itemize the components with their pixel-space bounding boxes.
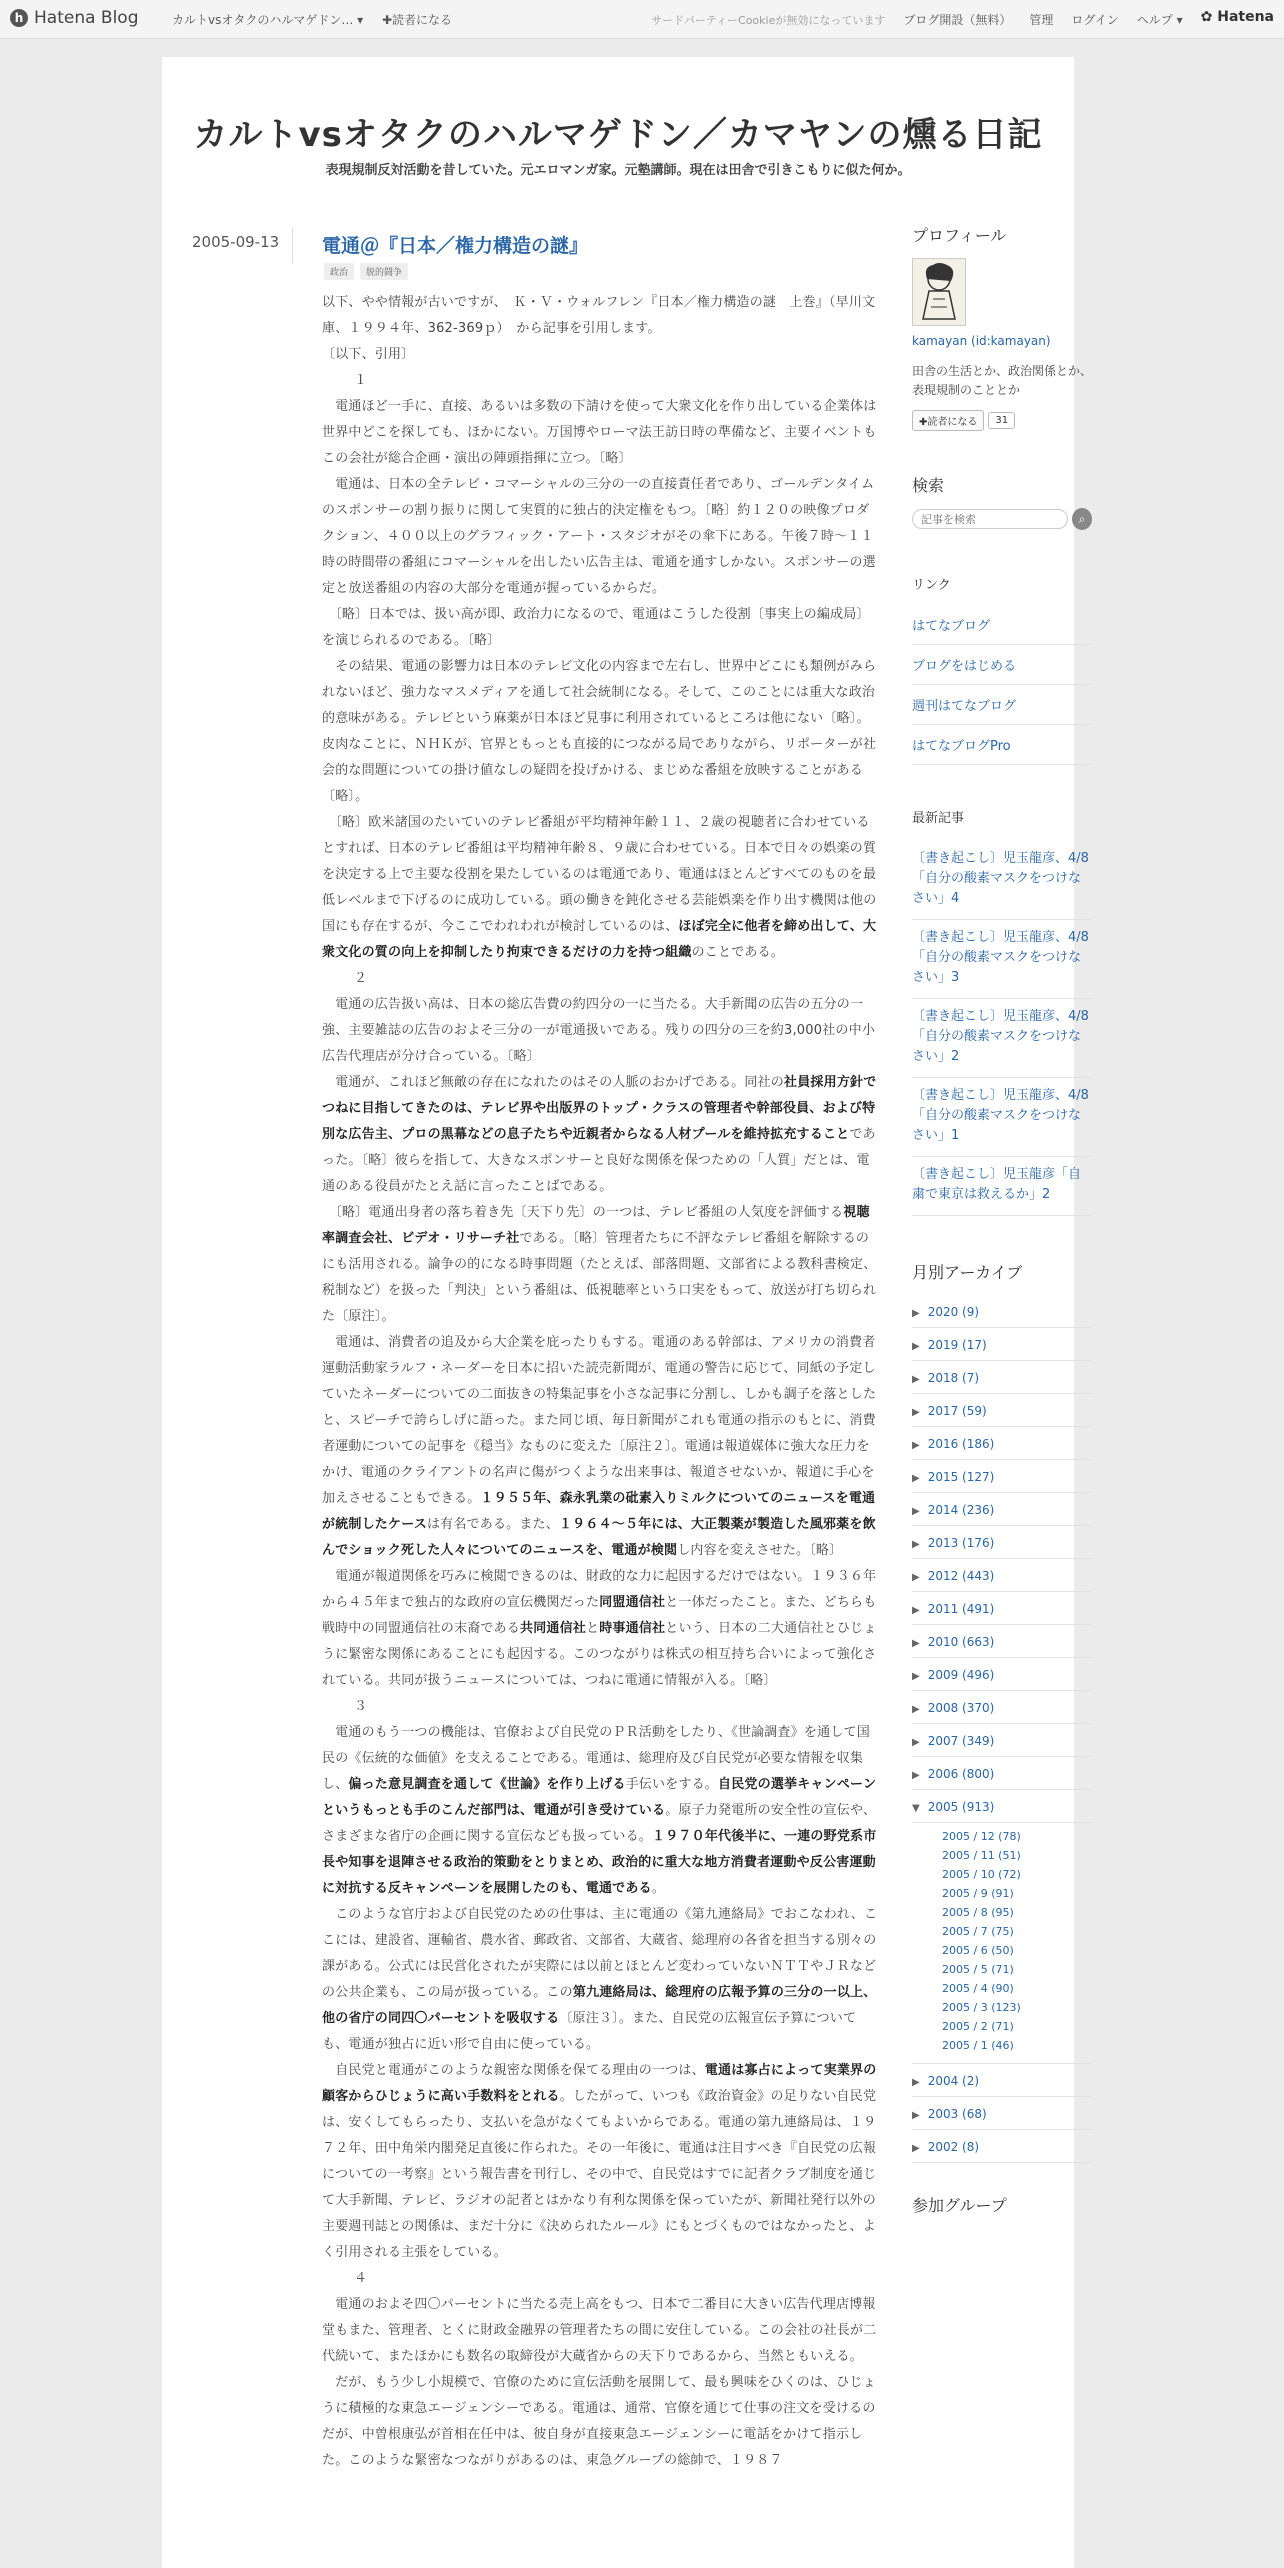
entry-paragraph (322, 1902, 882, 2058)
emphasis-text: 自民党の選挙キャンペーンというもっとも手のこんだ部門は、電通が引き受けている (322, 1777, 877, 1818)
archive-year-label: 2004 (2) (927, 2074, 980, 2088)
paragraph-text: だが、もう少し小規模で、官僚のために宣伝活動を展開して、最も興味をひくのは、ひじょうに積極的な東急エージェンシーである。電通は、通常、官僚を通じて仕事の注文を受けるのだが、中曽根康弘が首相在任中は、彼自身が直接東急エージェンシーに電話をかけて指示した。このような緊密なつながりがあるのは、東急グループの総帥で、１９８７ (322, 2375, 876, 2468)
archive-year-label: 2016 (186) (927, 1437, 995, 1451)
entry-paragraph (322, 1720, 882, 1902)
category-tag[interactable]: 脱的闘争 (360, 263, 408, 280)
emphasis-text: 視聴率調査会社、ビデオ・リサーチ社 (322, 1205, 870, 1246)
toggle-triangle-icon[interactable]: ▶ (912, 1440, 920, 1451)
blog-description: 表現規制反対活動を昔していた。元エロマンガ家。元塾講師。現在は田舎で引きこもりに似た何か。 (325, 163, 911, 178)
archive-year-label: 2008 (370) (927, 1701, 995, 1715)
emphasis-text: １９６４〜５年には、大正製薬が製造した風邪薬を飲んでショック死した人々についてのニュースを、電通が検閲 (322, 1517, 876, 1558)
paragraph-text: 自民党と電通がこのような親密な関係を保てる理由の一つは、 (322, 2063, 705, 2078)
entry-paragraph (322, 290, 882, 342)
archive-month-link[interactable]: 2005 / 10 (72) (942, 1868, 1021, 1881)
entry-paragraph (322, 992, 882, 1070)
entry-body (322, 290, 882, 2474)
recent-heading: 最新記事 (912, 811, 965, 826)
archive-year-link[interactable] (912, 2130, 1092, 2163)
emphasis-text: １９５５年、森永乳業の砒素入りミルクについてのニュースを電通が統制したケース (322, 1491, 876, 1532)
blog-name-menu[interactable]: カルトvsオタクのハルマゲドン… ▾ (172, 13, 364, 27)
blog-page (162, 57, 1093, 2568)
entry-paragraph (322, 342, 882, 368)
paragraph-text: 手伝いをする。 (625, 1777, 719, 1792)
paragraph-text: と (586, 1621, 600, 1636)
archive-year-label: 2007 (349) (927, 1734, 995, 1748)
archive-year-label: 2012 (443) (927, 1569, 995, 1583)
archive-month-link[interactable]: 2005 / 9 (91) (942, 1887, 1014, 1900)
emphasis-text: 社員採用方針でつねに目指してきたのは、テレビ界や出版界のトップ・クラスの管理者や幹部役員、および特別な広告主、プロの黒幕などの息子たちや近親者からなる人材プールを維持拡充すること (322, 1075, 877, 1142)
archive-year-label: 2020 (9) (927, 1305, 980, 1319)
archive-year-label: 2003 (68) (927, 2107, 987, 2121)
recent-entry-link[interactable]: 〔書き起こし〕児玉龍彦、4/8「自分の酸素マスクをつけなさい」1 (912, 1078, 1092, 1157)
emphasis-text: 共同通信社 (520, 1621, 587, 1636)
archive-module (912, 1260, 1092, 2163)
paragraph-text: 電通のおよそ四〇パーセントに当たる売上高をもつ、日本で二番目に大きい広告代理店博報堂もまた、管理者、とくに財政金融界の管理者たちの間に安住している。この会社の社長が二代続いて、またほかにも数名の取締役が大蔵省からの天下りであるから、当然ともいえる。 (322, 2297, 877, 2364)
toggle-triangle-icon[interactable]: ▶ (912, 1671, 920, 1682)
toggle-triangle-icon[interactable]: ▶ (912, 1539, 920, 1550)
archive-year-link[interactable] (912, 1757, 1092, 1790)
paragraph-text: ４ (354, 2271, 368, 2286)
paragraph-text: 電通が、これほど無敵の存在になれたのはその人脈のおかげである。同社の (322, 1075, 785, 1090)
toggle-triangle-icon[interactable]: ▶ (912, 2143, 920, 2154)
archive-year-link[interactable] (912, 1625, 1092, 1658)
entry-paragraph (322, 654, 882, 810)
paragraph-text: このような官庁および自民党のための仕事は、主に電通の《第九連絡局》でおこなわれ、ここには、建設省、運輸省、農水省、郵政省、文部省、大蔵省、総理府の各省を担当する別々の課がある。公式には民営化されたが実際には以前とほとんど変わっていないＮＴＴやＪＲなどの公共企業も、この局が扱っている。この (322, 1907, 878, 2000)
entry-paragraph (322, 1564, 882, 1694)
archive-year-link[interactable] (912, 1559, 1092, 1592)
paragraph-text: 電通のもう一つの機能は、官僚および自民党のＰＲ活動をしたり、《世論調査》を通して国民の《伝統的な価値》を支えることである。電通は、総理府及び自民党が必要な情報を収集し、 (322, 1725, 870, 1792)
entry-paragraph (322, 810, 882, 966)
paragraph-text: のことである。 (691, 945, 785, 960)
section-number (322, 966, 882, 992)
login-link[interactable]: ログイン (1071, 13, 1119, 27)
archive-month-link[interactable]: 2005 / 8 (95) (942, 1906, 1014, 1919)
archive-heading: 月別アーカイブ (912, 1263, 1023, 1282)
search-heading: 検索 (912, 476, 945, 495)
entry-paragraph (322, 2292, 882, 2370)
archive-month-link[interactable]: 2005 / 6 (50) (942, 1944, 1014, 1957)
toggle-triangle-icon[interactable]: ▶ (912, 1374, 920, 1385)
paragraph-text: 〔略〕電通出身者の落ち着き先〔天下り先〕の一つは、テレビ番組の人気度を評価する (322, 1205, 844, 1220)
archive-year-label: 2017 (59) (927, 1404, 987, 1418)
toggle-triangle-icon[interactable]: ▶ (912, 1473, 920, 1484)
archive-month-link[interactable]: 2005 / 4 (90) (942, 1982, 1014, 1995)
archive-year-link[interactable] (912, 1592, 1092, 1625)
emphasis-text: 偏った意見調査を通して《世論》を作り上げる (348, 1777, 626, 1792)
archive-year-label: 2011 (491) (927, 1602, 995, 1616)
archive-year-label: 2009 (496) (927, 1668, 995, 1682)
link-item[interactable]: 週刊はてなブログ (912, 685, 1092, 725)
entry-paragraph (322, 1200, 882, 1330)
section-number (322, 2266, 882, 2292)
profile-heading: プロフィール (912, 226, 1007, 245)
subscribe-button[interactable]: ✚読者になる (382, 13, 453, 27)
entry-paragraph (322, 394, 882, 472)
toggle-triangle-icon[interactable]: ▶ (912, 1506, 920, 1517)
archive-year-link[interactable] (912, 1328, 1092, 1361)
paragraph-text: その結果、電通の影響力は日本のテレビ文化の内容まで左右し、世界中どこにも類例がみられないほど、強力なマスメディアを通して社会統制になる。そして、このことには重大な政治的意味がある。テレビという麻薬が日本ほど見事に利用されているところは他にない〔略〕。皮肉なことに、ＮＨＫが、官界ともっとも直接的につながる局でありながら、リポーターが社会的な問題についての掛け値なしの疑問を投げかける、まじめな番組を放映することがある〔略〕。 (322, 659, 877, 804)
recent-entry-link[interactable]: 〔書き起こし〕児玉龍彦、4/8「自分の酸素マスクをつけなさい」3 (912, 920, 1092, 999)
paragraph-text: 電通が報道関係を巧みに検閲できるのは、財政的な力に起因するだけではない。１９３６年から４５年まで独占的な政府の宣伝機関だった (322, 1569, 877, 1610)
archive-year-link[interactable] (912, 1394, 1092, 1427)
paragraph-text: 電通の広告扱い高は、日本の総広告費の約四分の一に当たる。大手新聞の広告の五分の一強、主要雑誌の広告のおよそ三分の一が電通扱いである。残りの四分の三を約3,000社の中小広告代理店が分け合っている。〔略〕 (322, 997, 876, 1064)
archive-month-link[interactable]: 2005 / 5 (71) (942, 1963, 1014, 1976)
manage-link[interactable]: 管理 (1029, 13, 1054, 27)
recent-entry-link[interactable]: 〔書き起こし〕児玉龍彦、4/8「自分の酸素マスクをつけなさい」4 (912, 841, 1092, 920)
group-heading: 参加グループ (912, 2196, 1007, 2215)
paragraph-text: という、日本の二大通信社とひじょうに緊密な関係にあることにも起因する。このつながりは株式の相互持ち合いによって強化されている。共同が扱うニュースについては、つねに電通に情報が入る。〔略〕 (322, 1621, 877, 1688)
paragraph-text: ２ (354, 971, 368, 986)
paragraph-text: 〔略〕欧米諸国のたいていのテレビ番組が平均精神年齢１１、２歳の視聴者に合わせているとすれば、日本のテレビ番組は平均精神年齢８、９歳に合わせている。日本で日々の娯楽の質を決定する上で主要な役割を果たしているのは電通であり、電通はほとんどすべてのものを最低レベルまで下げるのに成功している。頭の働きを鈍化させる芸能娯楽を作り出す機関は他の国にも存在するが、今ここでわれわれが検討しているのは、 (322, 815, 877, 934)
archive-month-link[interactable]: 2005 / 3 (123) (942, 2001, 1021, 2014)
toggle-triangle-icon[interactable]: ▶ (912, 2110, 920, 2121)
paragraph-text: 以下、やや情報が古いですが、 Ｋ・Ｖ・ウォルフレン『日本／権力構造の謎 上巻』（早川文庫、１９９４年、362-369ｐ） から記事を引用します。 (322, 295, 876, 336)
toggle-triangle-icon[interactable]: ▼ (912, 1803, 920, 1814)
avatar-illustration-icon (913, 259, 965, 325)
paragraph-text: 。 (651, 1881, 665, 1896)
search-input[interactable] (912, 509, 1068, 529)
paragraph-text: である。〔略〕管理者たちに不評なテレビ番組を解除するのにも活用される。論争の的になる時事問題（たとえば、部落問題、文部省による教科書検定、税制など）を扱った「判決」という番組は、低視聴率という口実をもって、放送が打ち切られた〔原注〕。 (322, 1231, 877, 1324)
entry-paragraph (322, 472, 882, 602)
links-heading: リンク (912, 578, 951, 593)
emphasis-text: 第九連絡局は、総理府の広報予算の三分の一以上、他の省庁の同四〇パーセントを吸収する (322, 1985, 877, 2026)
profile-subscribe-button[interactable]: ✚読者になる (912, 410, 984, 431)
emphasis-text: 電通は寡占によって実業界の顧客からひじょうに高い手数料をとれる (322, 2063, 877, 2104)
paragraph-text: ３ (354, 1699, 368, 1714)
paragraph-text: であった。〔略〕彼らを指して、大きなスポンサーと良好な関係を保つための「人質」だとは、電通のある役員がたとえ話に言ったことばである。 (322, 1127, 876, 1194)
hatena-blog-logo[interactable] (10, 8, 139, 28)
sidebar (912, 223, 1092, 2216)
emphasis-text: 時事通信社 (599, 1621, 666, 1636)
toggle-triangle-icon[interactable]: ▶ (912, 1737, 920, 1748)
hatena-wordmark: Hatena (1217, 9, 1274, 25)
toggle-triangle-icon[interactable]: ▶ (912, 1407, 920, 1418)
entry-paragraph (322, 2370, 882, 2474)
open-blog-link[interactable]: ブログ開設（無料） (903, 13, 1012, 27)
section-number (322, 368, 882, 394)
entry-title[interactable]: 電通＠『日本／権力構造の謎』 (322, 235, 589, 257)
archive-year-link[interactable] (912, 1427, 1092, 1460)
emphasis-text: １９７０年代後半に、一連の野党系市長や知事を退陣させる政治的策動をとりまとめ、政治的に重大な地方消費者運動や反公害運動に対抗する反キャンペーンを展開したのも、電通である (322, 1829, 877, 1896)
toggle-triangle-icon[interactable]: ▶ (912, 1770, 920, 1781)
archive-year-label: 2019 (17) (927, 1338, 987, 1352)
hatena-logo-icon: h (10, 9, 28, 27)
link-item[interactable]: ブログをはじめる (912, 645, 1092, 685)
search-icon[interactable]: ⌕ (1072, 508, 1092, 530)
entry-paragraph (322, 2058, 882, 2266)
recent-entries-module (912, 809, 1092, 1216)
toggle-triangle-icon[interactable]: ▶ (912, 2077, 920, 2088)
archive-year-label: 2005 (913) (927, 1800, 995, 1814)
paragraph-text: は有名である。また、 (426, 1517, 559, 1532)
paragraph-text: 〔略〕日本では、扱い高が即、政治力になるので、電通はこうした役割〔事実上の編成局〕を演じられるのである。〔略〕 (322, 607, 870, 648)
section-number (322, 1694, 882, 1720)
archive-year-label: 2015 (127) (927, 1470, 995, 1484)
blog-title[interactable]: カルトvsオタクのハルマゲドン／カマヤンの燻る日記 (193, 115, 1043, 155)
archive-year-link[interactable] (912, 2097, 1092, 2130)
paragraph-text: し内容を変えさせた。〔略〕 (677, 1543, 843, 1558)
archive-year-link[interactable] (912, 1526, 1092, 1559)
entry-paragraph (322, 1070, 882, 1200)
date-divider (292, 227, 293, 263)
paragraph-text: １ (354, 373, 368, 388)
archive-year-label: 2018 (7) (927, 1371, 980, 1385)
entry-paragraph (322, 602, 882, 654)
link-item[interactable]: はてなブログ (912, 605, 1092, 645)
toggle-triangle-icon[interactable]: ▶ (912, 1704, 920, 1715)
paragraph-text: 。原子力発電所の安全性の宣伝や、さまざまな省庁の企画に関する宣伝なども扱っている。 (322, 1803, 877, 1844)
recent-entry-link[interactable]: 〔書き起こし〕児玉龍彦「自粛で東京は救えるか」2 (912, 1157, 1092, 1216)
profile-avatar[interactable] (912, 258, 966, 326)
archive-year-link[interactable] (912, 1295, 1092, 1328)
archive-month-list (912, 1823, 1092, 2064)
hatena-blog-logo-text: Hatena Blog (34, 8, 139, 28)
archive-year-label: 2014 (236) (927, 1503, 995, 1517)
paragraph-text: 。したがって、いつも《政治資金》の足りない自民党は、安くしてもらったり、支払いを急がなくてもよいからである。電通の第九連絡局は、１９７２年、田中角栄内閣発足直後に作られた。その一年後に、電通は注目すべき『自民党の広報についての一考察』という報告書を刊行し、その中で、自民党はすでに記者クラブ制度を通じて大手新聞、テレビ、ラジオの記者とはかなり有利な関係を保っていたが、新聞社発行以外の主要週刊誌との関係は、まだ十分に《決められたルール》にもとづくものではなかったと、よく引用される主張をしている。 (322, 2089, 877, 2260)
archive-month-link[interactable]: 2005 / 2 (71) (942, 2020, 1014, 2033)
archive-year-link[interactable] (912, 2064, 1092, 2097)
archive-year-link[interactable] (912, 1460, 1092, 1493)
cookie-notice[interactable]: サードパーティーCookieが無効になっています (651, 14, 886, 27)
archive-year-label: 2010 (663) (927, 1635, 995, 1649)
link-item[interactable]: はてなブログPro (912, 725, 1092, 765)
toggle-triangle-icon[interactable]: ▶ (912, 1308, 920, 1319)
hatena-home-link[interactable] (1201, 9, 1274, 28)
archive-month-link[interactable]: 2005 / 11 (51) (942, 1849, 1021, 1862)
profile-module (912, 223, 1092, 431)
emphasis-text: 同盟通信社 (599, 1595, 666, 1610)
archive-month-link[interactable]: 2005 / 7 (75) (942, 1925, 1014, 1938)
archive-year-link[interactable] (912, 1691, 1092, 1724)
hatena-mark-icon: ✿ (1200, 9, 1213, 25)
recent-entry-link[interactable]: 〔書き起こし〕児玉龍彦、4/8「自分の酸素マスクをつけなさい」2 (912, 999, 1092, 1078)
toggle-triangle-icon[interactable]: ▶ (912, 1638, 920, 1649)
help-menu[interactable]: ヘルプ ▾ (1136, 13, 1183, 27)
archive-year-link[interactable] (912, 1790, 1092, 1823)
toggle-triangle-icon[interactable]: ▶ (912, 1572, 920, 1583)
entry-date[interactable]: 2005-09-13 (192, 233, 280, 251)
profile-description: 田舎の生活とか、政治関係とか、表現規制のこととか (912, 364, 1093, 397)
paragraph-text: 電通は、日本の全テレビ・コマーシャルの三分の一の直接責任者であり、ゴールデンタイムのスポンサーの割り振りに関して実質的に独占的決定権をもつ。〔略〕約１２０の映像プロダクション、４００以上のグラフィック・アート・スタジオがその傘下にある。午後７時〜１１時の時間帯の番組にコマーシャルを出したい広告主は、電通を通すしかない。スポンサーの選定と放送番組の内容の大部分を電通が握っているからだ。 (322, 477, 876, 596)
archive-month-link[interactable]: 2005 / 12 (78) (942, 1830, 1021, 1843)
archive-year-label: 2013 (176) (927, 1536, 995, 1550)
archive-year-label: 2002 (8) (927, 2140, 980, 2154)
paragraph-text: 〔原注３〕。また、自民党の広報宣伝予算についても、電通が独占に近い形で自由に使っている。 (322, 2011, 857, 2052)
archive-year-label: 2006 (800) (927, 1767, 995, 1781)
archive-year-link[interactable] (912, 1724, 1092, 1757)
paragraph-text: 電通ほど一手に、直接、あるいは多数の下請けを使って大衆文化を作り出している企業体は世界中どこを探しても、ほかにない。万国博やローマ法王訪日時の準備など、主要イベントもこの会社が総合企画・演出の陣頭指揮に立つ。〔略〕 (322, 399, 877, 466)
entry-paragraph (322, 1330, 882, 1564)
toggle-triangle-icon[interactable]: ▶ (912, 1605, 920, 1616)
archive-year-link[interactable] (912, 1361, 1092, 1394)
paragraph-text: 電通は、消費者の追及から大企業を庇ったりもする。電通のある幹部は、アメリカの消費者運動活動家ラルフ・ネーダーを日本に招いた読売新聞が、電通の警告に応じて、同紙の予定していたネーダーについての二面抜きの特集記事を小さな記事に分割し、しかも調子を落としたと、スピーチで誇らしげに語った。また同じ頃、毎日新聞がこれも電通の指示のもとに、消費者運動についての記事を《穏当》なものに変えた〔原注２〕。電通は報道媒体に強大な圧力をかけ、電通のクライアントの名声に傷がつくような出来事は、報道させないか、報道に手心を加えさせることもできる。 (322, 1335, 877, 1506)
archive-month-link[interactable]: 2005 / 1 (46) (942, 2039, 1014, 2052)
entry-categories (324, 263, 408, 280)
archive-year-link[interactable] (912, 1493, 1092, 1526)
category-tag[interactable]: 政治 (324, 263, 354, 280)
emphasis-text: ほぼ完全に他者を締め出して、大衆文化の質の向上を抑制したり拘束できるだけの力を持つ組織 (322, 919, 877, 960)
search-module (912, 473, 1092, 530)
toggle-triangle-icon[interactable]: ▶ (912, 1341, 920, 1352)
global-header (0, 0, 1284, 39)
paragraph-text: と一体だったこと。また、どちらも戦時中の同盟通信社の末裔である (322, 1595, 877, 1636)
follower-count[interactable]: 31 (988, 412, 1015, 429)
paragraph-text: 〔以下、引用〕 (322, 347, 415, 362)
profile-name-link[interactable]: kamayan (id:kamayan) (912, 334, 1051, 348)
links-module (912, 574, 1092, 765)
archive-year-link[interactable] (912, 1658, 1092, 1691)
